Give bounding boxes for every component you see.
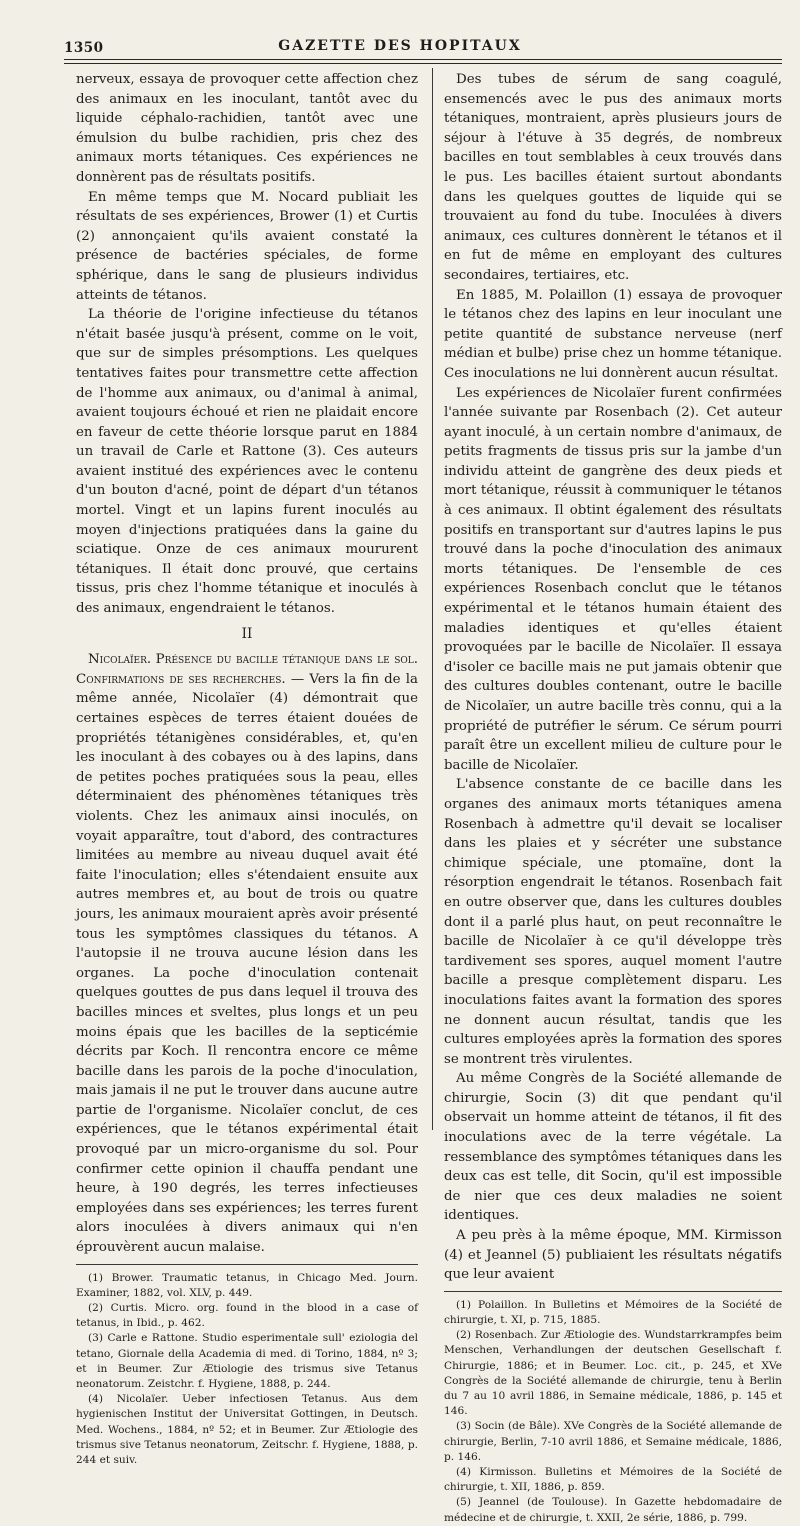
- paragraph: En 1885, M. Polaillon (1) essaya de provoquer le tétanos chez des lapins en leur inoculant une petite quantité de substance nerveuse (nerf médian et bulbe) prise chez un homme tétanique. Ces inoculations ne lui donnèrent aucun résultat.: [444, 287, 782, 381]
- paragraph: La théorie de l'origine infectieuse du tétanos n'était basée jusqu'à présent, comme on le voit, que sur de simples présomptions. Les quelques tentatives faites pour transmettre cette affection de l'homme aux animaux, ou d'animal à animal, avaient toujours échoué et rien ne plaidait encore en faveur de cette théorie lorsque parut en 1884 un travail de Carle et Rattone (3). Ces auteurs avaient institué des expériences avec le contenu d'un bouton d'acné, point de départ d'un tétanos mortel. Vingt et un lapins furent inoculés au moyen d'injections pratiquées dans la gaine du sciatique. Onze de ces animaux moururent tétaniques. Il était donc prouvé, que certains tissus, pris chez l'homme tétanique et inoculés à des animaux, engendraient le tétanos.: [76, 307, 418, 617]
- footnote: (2) Curtis. Micro. org. found in the blood in a case of tetanus, in Ibid., p. 462.: [76, 1302, 418, 1330]
- footnotes-right: [444, 1298, 782, 1526]
- paragraph: A peu près à la même époque, MM. Kirmisson (4) et Jeannel (5) publiaient les résultats négatifs que leur avaient: [444, 1228, 782, 1283]
- paragraph: nerveux, essaya de provoquer cette affection chez des animaux en les inoculant, tantôt avec du liquide céphalo-rachidien, tantôt avec une émulsion du bulbe rachidien, pris chez des animaux morts tétaniques. Ces expériences ne donnèrent pas de résultats positifs.: [76, 72, 418, 185]
- right-column: [444, 70, 782, 1526]
- left-column: [76, 70, 418, 1468]
- footnote: (4) Nicolaïer. Ueber infectiosen Tetanus. Aus dem hygienischen Institut der Universitat Gottingen, in Deutsch. Med. Wochens., 1884, nº 52; et in Beumer. Zur Ætiologie des trismus sive Tetanus neonatorum, Zeitschr. f. Hygiene, 1888, p. 244 et suiv.: [76, 1393, 418, 1467]
- paragraph: En même temps que M. Nocard publiait les résultats de ses expériences, Brower (1) et Curtis (2) annonçaient qu'ils avaient constaté la présence de bactéries spéciales, de forme sphérique, dans le sang de plusieurs individus atteints de tétanos.: [76, 189, 418, 303]
- footnote-rule: [76, 1264, 418, 1265]
- footnote-rule: [444, 1291, 782, 1292]
- section-number: II: [241, 625, 253, 642]
- footnote: (1) Polaillon. In Bulletins et Mémoires de la Société de chirurgie, t. XI, p. 715, 1885.: [444, 1298, 782, 1327]
- footnote: (3) Carle e Rattone. Studio esperimentale sull' eziologia del tetano, Giornale della Academia di med. di Torino, 1884, nº 3; et in Beumer. Zur Ætiologie des trismus sive Tetanus neonatorum. Zeistchr. f. Hygiene, 1888, p. 244.: [76, 1332, 418, 1391]
- footnote: (3) Socin (de Bâle). XVe Congrès de la Société allemande de chirurgie, Berlin, 7-10 avril 1886, et Semaine médicale, 1886, p. 146.: [444, 1420, 782, 1463]
- footnotes-left: [76, 1271, 418, 1469]
- header-rule: [64, 59, 782, 64]
- paragraph: Des tubes de sérum de sang coagulé, ensemencés avec le pus des animaux morts tétaniques, montraient, après plusieurs jours de séjour à l'étuve à 35 degrés, de nombreux bacilles en tout semblables à ceux trouvés dans le pus. Les bacilles étaient surtout abondants dans les quelques gouttes de liquide qui se trouvaient au fond du tube. Inoculées à divers animaux, ces cultures donnèrent le tétanos et il en fut de même en employant des cultures secondaires, tertiaires, etc.: [444, 72, 782, 283]
- paragraph: Au même Congrès de la Société allemande de chirurgie, Socin (3) dit que pendant qu'il observait un homme atteint de tétanos, il fit des inoculations avec de la terre végétale. La ressemblance des symptômes tétaniques dans les deux cas est telle, dit Socin, qu'il est impossible de nier que ces deux maladies ne soient identiques.: [444, 1071, 782, 1224]
- running-title: GAZETTE DES HOPITAUX: [278, 38, 522, 54]
- footnote: (5) Jeannel (de Toulouse). In Gazette hebdomadaire de médecine et de chirurgie, t. XXII, 2e série, 1886, p. 799.: [444, 1496, 782, 1524]
- paragraph: L'absence constante de ce bacille dans les organes des animaux morts tétaniques amena Rosenbach à admettre qu'il devait se localiser dans les plaies et y sécréter une substance chimique spéciale, une ptomaïne, dont la résorption engendrait le tétanos. Rosenbach fait en outre observer que, dans les cultures doubles dont il a parlé plus haut, on peut reconnaître le bacille de Nicolaïer à ce qu'il développe très tardivement ses spores, auquel moment l'autre bacille a presque complètement disparu. Les inoculations faites avant la formation des spores ne donnent aucun résultat, tandis que les cultures employées après la formation des spores se montrent très virulentes.: [444, 777, 782, 1067]
- footnote: (4) Kirmisson. Bulletins et Mémoires de la Société de chirurgie, t. XII, 1886, p. 859.: [444, 1466, 782, 1494]
- paragraph: Les expériences de Nicolaïer furent confirmées l'année suivante par Rosenbach (2). Cet auteur ayant inoculé, à un certain nombre d'animaux, de petits fragments de tissus pris sur la jambe d'un individu atteint de gangrène des deux pieds et mort tétanique, réussit à communiquer le tétanos à ces animaux. Il obtint également des résultats positifs en transportant sur d'autres lapins le pus trouvé dans la poche d'inoculation des animaux morts tétaniques. De l'ensemble de ces expériences Rosenbach conclut que le tétanos expérimental et le tétanos humain étaient des maladies identiques et qu'elles étaient provoquées par le bacille de Nicolaïer. Il essaya d'isoler ce bacille mais ne put jamais obtenir que des cultures doubles contenant, outre le bacille de Nicolaïer, un autre bacille très connu, qui a la propriété de putréfier le sérum. Ce sérum pourri paraît être un excellent milieu de culture pour le bacille de Nicolaïer.: [444, 385, 782, 773]
- paragraph-text: — Vers la fin de la même année, Nicolaïer (4) démontrait que certaines espèces de terres étaient douées de propriétés tétanigènes considérables, et, qu'en les inoculant à des cobayes ou à des lapins, dans de petites poches pratiquées sous la peau, elles déterminaient des phénomènes tétaniques très violents. Chez les animaux ainsi inoculés, on voyait apparaître, tout d'abord, des contractures limitées au membre au niveau duquel avait été faite l'inoculation; elles s'étendaient ensuite aux autres membres et, au bout de trois ou quatre jours, les animaux mouraient après avoir présenté tous les symptômes classiques du tétanos. A l'autopsie il ne trouva aucune lésion dans les organes. La poche d'inoculation contenait quelques gouttes de pus dans lequel il trouva des bacilles minces et sveltes, plus longs et un peu moins épais que les bacilles de la septicémie décrits par Koch. Il rencontra encore ce même bacille dans les parois de la poche d'inoculation, mais jamais il ne put le trouver dans aucune autre partie de l'organisme. Nicolaïer conclut, de ces expériences, que le tétanos expérimental était provoqué par un micro-organisme du sol. Pour confirmer cette opinion il chauffa pendant une heure, à 190 degrés, les terres infectieuses employées dans ses expériences; les terres furent alors inoculées à divers animaux qui n'en éprouvèrent aucun malaise.: [76, 671, 418, 1256]
- page-number: 1350: [64, 40, 104, 56]
- footnote: (1) Brower. Traumatic tetanus, in Chicago Med. Journ. Examiner, 1882, vol. XLV, p. 449.: [76, 1271, 418, 1299]
- section-heading: Nicolaïer. Présence du bacille tétanique dans le sol. Confirmations de ses recherches.: [76, 652, 418, 687]
- page-header: [0, 0, 800, 60]
- column-divider: [432, 68, 433, 1130]
- section-paragraph: [76, 650, 418, 1257]
- footnote: (2) Rosenbach. Zur Ætiologie des. Wundstarrkrampfes beim Menschen, Verhandlungen der deutschen Gesellschaft f. Chirurgie, 1886; et in Beumer. Loc. cit., p. 245, et XVe Congrès de la Société allemande de chirurgie, tenu à Berlin du 7 au 10 avril 1886, in Semaine médicale, 1886, p. 145 et 146.: [444, 1329, 782, 1418]
